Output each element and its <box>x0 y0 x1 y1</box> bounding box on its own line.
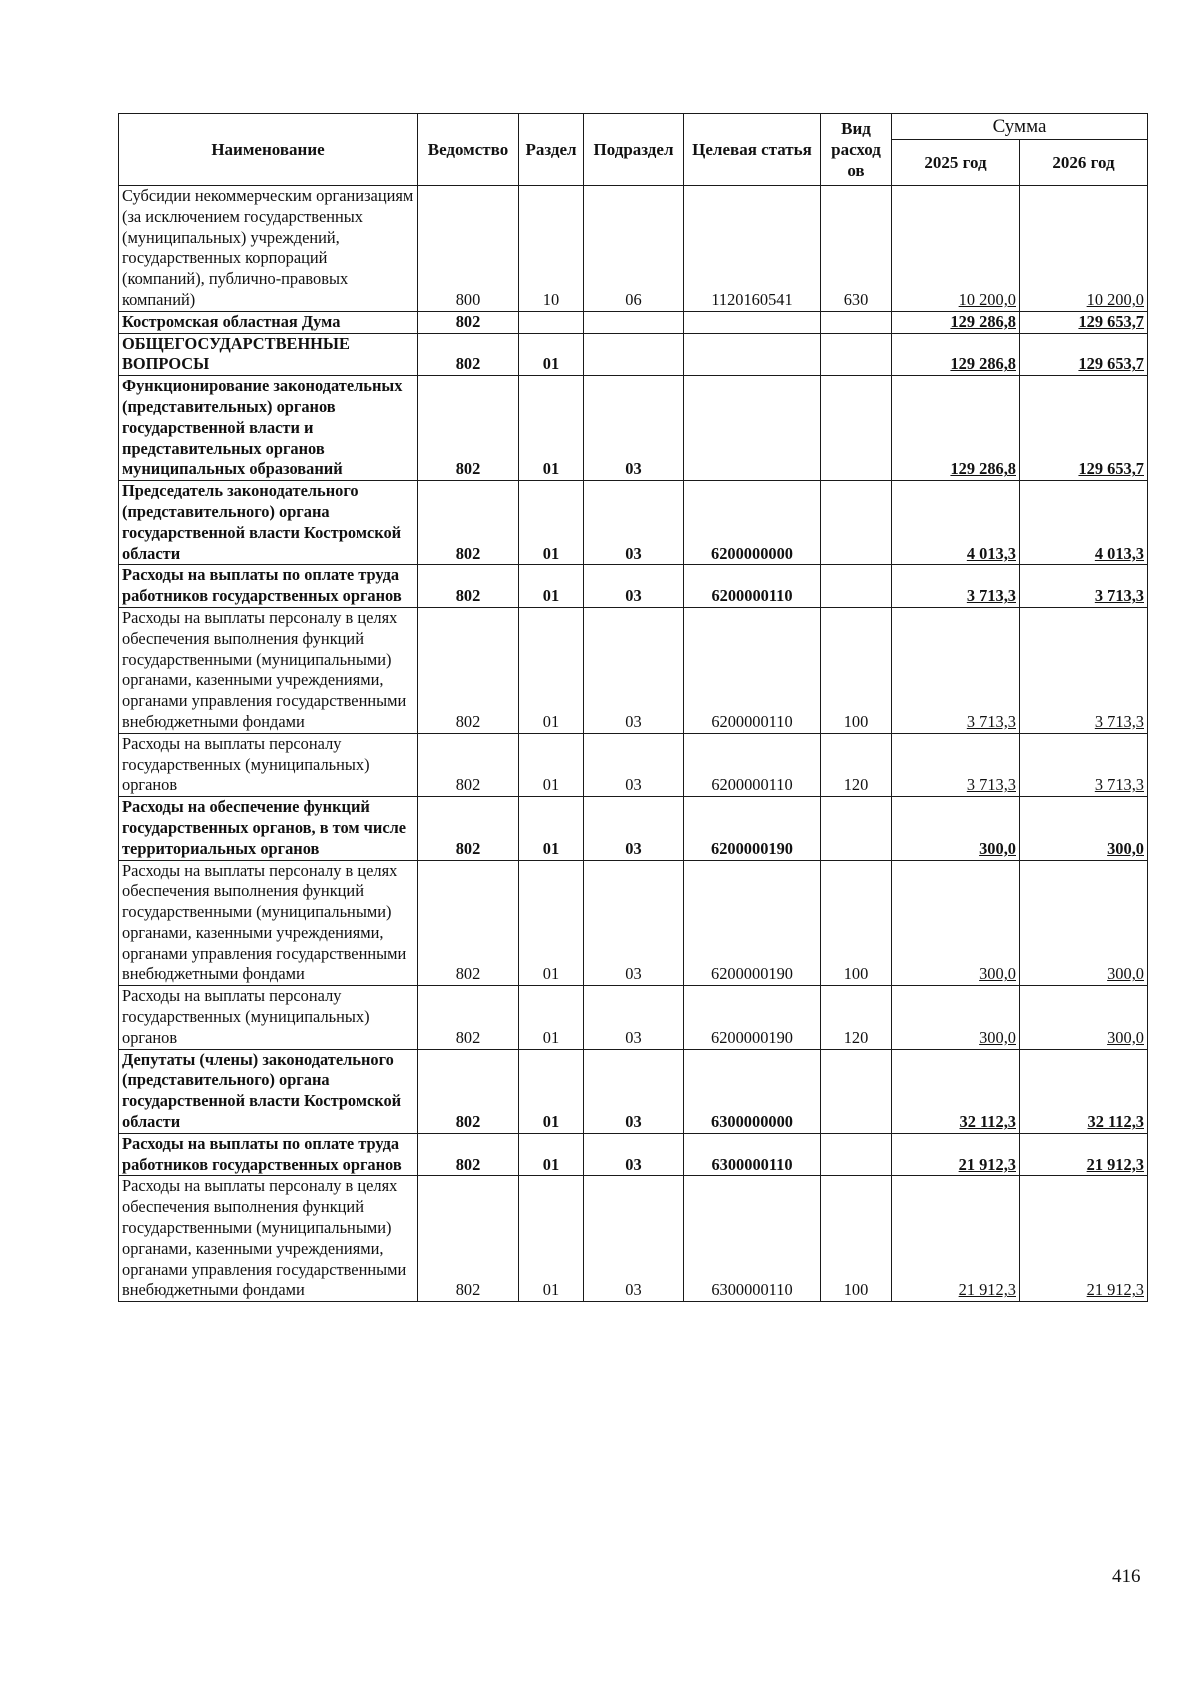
cell-name: Расходы на выплаты персоналу государственных (муниципальных) органов <box>119 733 418 796</box>
cell-sum-2025: 300,0 <box>892 797 1020 860</box>
cell-vedomstvo: 802 <box>418 860 519 986</box>
cell-expense-type: 120 <box>821 986 892 1049</box>
cell-razdel: 10 <box>519 186 584 312</box>
cell-razdel <box>519 311 584 333</box>
cell-podrazdel <box>584 333 684 376</box>
table-row <box>119 860 1148 986</box>
cell-vedomstvo: 802 <box>418 733 519 796</box>
cell-podrazdel: 03 <box>584 986 684 1049</box>
cell-sum-2025: 3 713,3 <box>892 565 1020 608</box>
cell-razdel: 01 <box>519 376 584 481</box>
cell-podrazdel: 03 <box>584 797 684 860</box>
table-row <box>119 333 1148 376</box>
cell-name: Субсидии некоммерческим организациям (за исключением государственных (муниципальных) учреждений, государственных корпораций (компаний), публично-правовых компаний) <box>119 186 418 312</box>
table-row <box>119 376 1148 481</box>
table-row <box>119 986 1148 1049</box>
cell-sum-2026: 32 112,3 <box>1020 1049 1148 1133</box>
table-row <box>119 311 1148 333</box>
table-row <box>119 1133 1148 1176</box>
cell-name: Председатель законодательного (представительного) органа государственной власти Костромской области <box>119 481 418 565</box>
cell-sum-2025: 300,0 <box>892 860 1020 986</box>
cell-vedomstvo: 802 <box>418 333 519 376</box>
cell-vedomstvo: 802 <box>418 481 519 565</box>
cell-sum-2025: 32 112,3 <box>892 1049 1020 1133</box>
cell-vedomstvo: 802 <box>418 565 519 608</box>
cell-target-article: 6200000190 <box>684 986 821 1049</box>
cell-razdel: 01 <box>519 1133 584 1176</box>
cell-name: Расходы на выплаты персоналу в целях обеспечения выполнения функций государственными (муниципальными) органами, казенными учреждениями, органами управления государственными внебюджетными фондами <box>119 860 418 986</box>
cell-name: Расходы на обеспечение функций государственных органов, в том числе территориальных органов <box>119 797 418 860</box>
cell-target-article: 6300000000 <box>684 1049 821 1133</box>
cell-vedomstvo: 802 <box>418 986 519 1049</box>
cell-razdel: 01 <box>519 565 584 608</box>
cell-expense-type: 100 <box>821 1176 892 1302</box>
cell-podrazdel: 03 <box>584 481 684 565</box>
table-row <box>119 797 1148 860</box>
cell-sum-2025: 3 713,3 <box>892 733 1020 796</box>
cell-name: Расходы на выплаты по оплате труда работников государственных органов <box>119 1133 418 1176</box>
cell-name: Расходы на выплаты персоналу в целях обеспечения выполнения функций государственными (муниципальными) органами, казенными учреждениями, органами управления государственными внебюджетными фондами <box>119 607 418 733</box>
cell-vedomstvo: 802 <box>418 1049 519 1133</box>
budget-table <box>118 113 1148 1302</box>
table-row <box>119 481 1148 565</box>
cell-podrazdel: 03 <box>584 733 684 796</box>
cell-sum-2025: 300,0 <box>892 986 1020 1049</box>
cell-name: Костромская областная Дума <box>119 311 418 333</box>
cell-razdel: 01 <box>519 607 584 733</box>
header-year-2025: 2025 год <box>892 140 1020 186</box>
cell-target-article: 6200000000 <box>684 481 821 565</box>
cell-sum-2026: 10 200,0 <box>1020 186 1148 312</box>
cell-podrazdel: 03 <box>584 376 684 481</box>
cell-vedomstvo: 802 <box>418 607 519 733</box>
cell-expense-type <box>821 311 892 333</box>
table-row <box>119 1176 1148 1302</box>
cell-razdel: 01 <box>519 986 584 1049</box>
cell-sum-2026: 21 912,3 <box>1020 1133 1148 1176</box>
cell-podrazdel: 03 <box>584 607 684 733</box>
cell-target-article <box>684 376 821 481</box>
cell-vedomstvo: 800 <box>418 186 519 312</box>
cell-expense-type: 120 <box>821 733 892 796</box>
cell-sum-2025: 129 286,8 <box>892 311 1020 333</box>
cell-expense-type <box>821 1133 892 1176</box>
cell-target-article: 6200000110 <box>684 733 821 796</box>
cell-sum-2026: 300,0 <box>1020 860 1148 986</box>
cell-target-article: 6200000190 <box>684 797 821 860</box>
cell-sum-2026: 21 912,3 <box>1020 1176 1148 1302</box>
header-expense-type: Вид расход ов <box>821 114 892 186</box>
cell-sum-2026: 3 713,3 <box>1020 565 1148 608</box>
cell-sum-2025: 21 912,3 <box>892 1176 1020 1302</box>
cell-name: Депутаты (члены) законодательного (представительного) органа государственной власти Костромской области <box>119 1049 418 1133</box>
cell-podrazdel: 03 <box>584 1133 684 1176</box>
table-body <box>119 186 1148 1302</box>
cell-vedomstvo: 802 <box>418 311 519 333</box>
table-row <box>119 607 1148 733</box>
header-name: Наименование <box>119 114 418 186</box>
cell-sum-2025: 129 286,8 <box>892 333 1020 376</box>
cell-name: Расходы на выплаты персоналу государственных (муниципальных) органов <box>119 986 418 1049</box>
cell-sum-2026: 129 653,7 <box>1020 376 1148 481</box>
cell-name: Расходы на выплаты персоналу в целях обеспечения выполнения функций государственными (муниципальными) органами, казенными учреждениями, органами управления государственными внебюджетными фондами <box>119 1176 418 1302</box>
cell-expense-type <box>821 376 892 481</box>
cell-sum-2026: 3 713,3 <box>1020 733 1148 796</box>
cell-target-article: 6200000110 <box>684 565 821 608</box>
cell-podrazdel <box>584 311 684 333</box>
cell-sum-2025: 4 013,3 <box>892 481 1020 565</box>
cell-target-article: 6200000110 <box>684 607 821 733</box>
cell-expense-type <box>821 333 892 376</box>
table-row <box>119 1049 1148 1133</box>
header-target-article: Целевая статья <box>684 114 821 186</box>
header-year-2026: 2026 год <box>1020 140 1148 186</box>
table-row <box>119 565 1148 608</box>
cell-target-article: 6200000190 <box>684 860 821 986</box>
cell-name: Расходы на выплаты по оплате труда работников государственных органов <box>119 565 418 608</box>
cell-target-article: 6300000110 <box>684 1133 821 1176</box>
cell-sum-2026: 129 653,7 <box>1020 333 1148 376</box>
cell-razdel: 01 <box>519 1049 584 1133</box>
cell-name: ОБЩЕГОСУДАРСТВЕННЫЕ ВОПРОСЫ <box>119 333 418 376</box>
cell-expense-type <box>821 565 892 608</box>
cell-sum-2026: 4 013,3 <box>1020 481 1148 565</box>
table-row <box>119 186 1148 312</box>
cell-razdel: 01 <box>519 797 584 860</box>
header-podrazdel: Подраздел <box>584 114 684 186</box>
cell-expense-type <box>821 1049 892 1133</box>
cell-target-article <box>684 311 821 333</box>
cell-podrazdel: 03 <box>584 1049 684 1133</box>
page-number: 416 <box>1112 1566 1141 1587</box>
cell-vedomstvo: 802 <box>418 376 519 481</box>
cell-razdel: 01 <box>519 333 584 376</box>
cell-sum-2025: 3 713,3 <box>892 607 1020 733</box>
cell-expense-type <box>821 481 892 565</box>
cell-name: Функционирование законодательных (представительных) органов государственной власти и представительных органов муниципальных образований <box>119 376 418 481</box>
cell-vedomstvo: 802 <box>418 797 519 860</box>
header-sum: Сумма <box>892 114 1148 140</box>
cell-sum-2026: 300,0 <box>1020 797 1148 860</box>
header-vedomstvo: Ведомство <box>418 114 519 186</box>
cell-expense-type: 630 <box>821 186 892 312</box>
cell-expense-type <box>821 797 892 860</box>
cell-sum-2026: 129 653,7 <box>1020 311 1148 333</box>
cell-target-article: 6300000110 <box>684 1176 821 1302</box>
cell-sum-2025: 10 200,0 <box>892 186 1020 312</box>
cell-target-article: 1120160541 <box>684 186 821 312</box>
cell-sum-2026: 300,0 <box>1020 986 1148 1049</box>
cell-sum-2025: 129 286,8 <box>892 376 1020 481</box>
cell-podrazdel: 03 <box>584 1176 684 1302</box>
cell-expense-type: 100 <box>821 607 892 733</box>
cell-target-article <box>684 333 821 376</box>
cell-razdel: 01 <box>519 1176 584 1302</box>
cell-razdel: 01 <box>519 481 584 565</box>
cell-sum-2026: 3 713,3 <box>1020 607 1148 733</box>
cell-vedomstvo: 802 <box>418 1176 519 1302</box>
cell-vedomstvo: 802 <box>418 1133 519 1176</box>
cell-podrazdel: 03 <box>584 565 684 608</box>
cell-razdel: 01 <box>519 860 584 986</box>
cell-expense-type: 100 <box>821 860 892 986</box>
header-razdel: Раздел <box>519 114 584 186</box>
cell-podrazdel: 03 <box>584 860 684 986</box>
cell-podrazdel: 06 <box>584 186 684 312</box>
cell-sum-2025: 21 912,3 <box>892 1133 1020 1176</box>
table-row <box>119 733 1148 796</box>
cell-razdel: 01 <box>519 733 584 796</box>
